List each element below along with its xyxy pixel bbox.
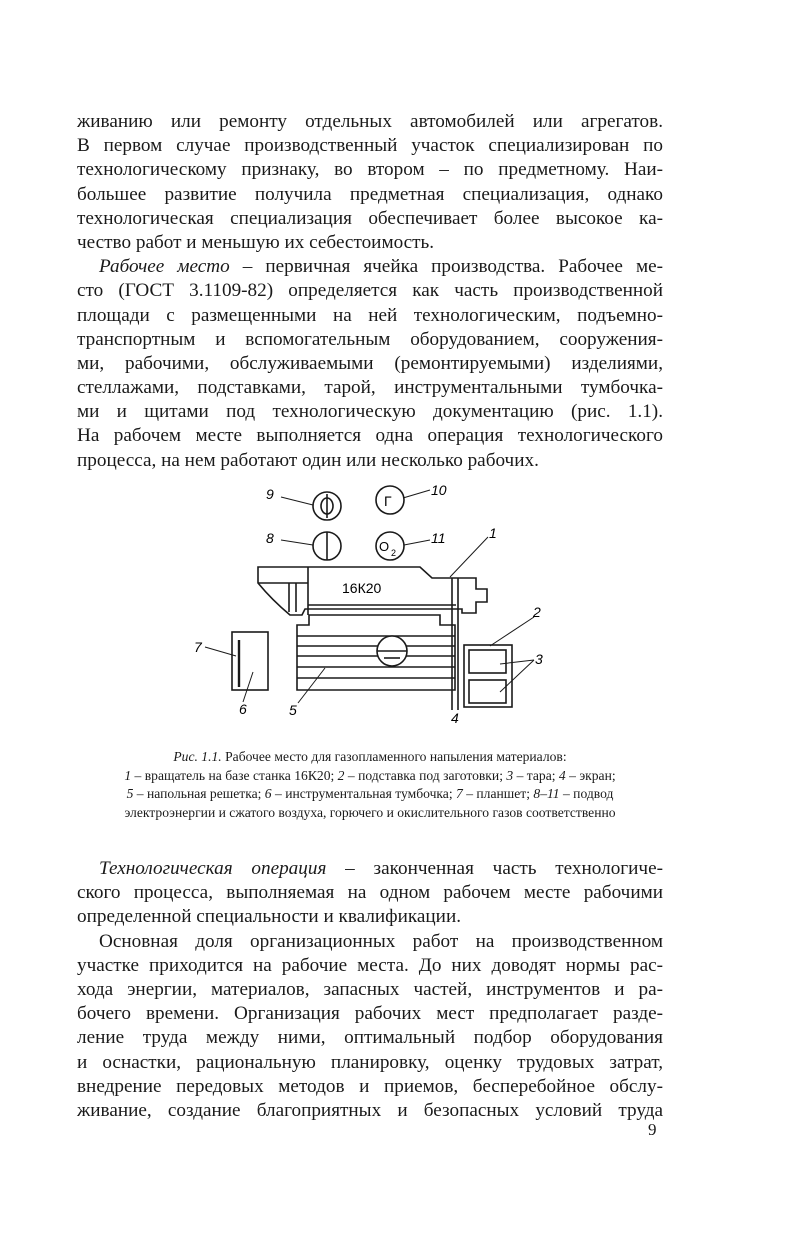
callout-8: 8: [266, 530, 274, 546]
caption-legend-line: электроэнергии и сжатого воздуха, горючего и окислительного газов соответственно: [124, 804, 616, 820]
legend-num: 5: [126, 786, 134, 802]
callout-10: 10: [431, 482, 447, 498]
paragraph4-line: участке приходится на рабочие места. До них доводят нормы рас-: [77, 954, 663, 976]
caption-legend-line: [77, 767, 663, 786]
legend-text: – инструментальная тумбочка;: [271, 786, 457, 802]
paragraph2-line: стеллажами, подставками, тарой, инструментальными тумбочка-: [77, 377, 663, 399]
legend-text: – вращатель на базе станка 16К20;: [131, 767, 338, 783]
paragraph3-line: определенной специальности и квалификации.: [77, 906, 462, 928]
paragraph1-line: большее развитие получила предметная специализация, однако: [77, 183, 663, 205]
caption-fig-label: Рис. 1.1.: [173, 749, 222, 764]
legend-text: – экран;: [565, 767, 616, 783]
legend-text: – тара;: [513, 767, 559, 783]
callout-3: 3: [535, 651, 543, 667]
paragraph3-first-line-rest: – законченная часть технологиче-: [326, 858, 663, 879]
paragraph2-line: сто (ГОСТ 3.1109-82) определяется как часть производственной: [77, 280, 663, 302]
callout-9: 9: [266, 486, 274, 502]
term-operation: Технологическая операция: [99, 858, 327, 879]
paragraph2-first-line-rest: – первичная ячейка производства. Рабочее ме-: [229, 256, 663, 278]
fuel-gas-label: Г: [384, 493, 392, 509]
callout-6: 6: [239, 701, 247, 717]
paragraph4-line: хода энергии, материалов, запасных частей, инструментов и ра-: [77, 978, 663, 1000]
paragraph2-line: На рабочем месте выполняется одна операция технологического: [77, 425, 663, 447]
legend-num: 7: [456, 786, 463, 802]
legend-text: – подвод: [559, 786, 614, 802]
paragraph1-line: живанию или ремонту отдельных автомобилей или агрегатов.: [77, 111, 663, 132]
term-workplace: Рабочее место: [99, 256, 230, 278]
page-number: 9: [648, 1120, 657, 1139]
paragraph1-line: В первом случае производственный участок специализирован по: [77, 135, 663, 157]
paragraph2-line: процесса, на нем работают один или несколько рабочих.: [77, 449, 539, 471]
paragraph4-line: Основная доля организационных работ на производственном: [99, 930, 663, 952]
legend-num: 3: [506, 767, 514, 783]
legend-num: 6: [264, 786, 272, 802]
paragraph4-line: бочего времени. Организация рабочих мест предполагает разде-: [77, 1003, 663, 1025]
paragraph1-line: технологическая специализация обеспечивает более высокое ка-: [77, 207, 663, 229]
paragraph4-line: внедрение передовых методов и приемов, бесперебойное обслу-: [77, 1075, 663, 1097]
caption-title: [77, 748, 663, 767]
lathe-label: 16К20: [342, 580, 382, 596]
container-top: [469, 650, 506, 673]
callout-4: 4: [451, 710, 459, 726]
paragraph3-first-line: [77, 857, 663, 881]
legend-num: 2: [337, 767, 345, 783]
callout-2: 2: [533, 604, 541, 620]
paragraph2-line: площади с размещенными на ней технологическим, подъемно-: [77, 304, 663, 326]
oxygen-label: O: [379, 539, 390, 554]
legend-num: 8–11: [533, 786, 560, 802]
callout-1: 1: [489, 525, 497, 541]
caption-title-text: Рабочее место для газопламенного напыления материалов:: [221, 749, 567, 764]
paragraph4-line: живание, создание благоприятных и безопасных условий труда: [77, 1099, 663, 1121]
legend-text: – напольная решетка;: [133, 786, 265, 802]
legend-num: 4: [558, 767, 566, 783]
callout-5: 5: [289, 702, 297, 718]
text-block-bottom: [77, 857, 663, 1123]
paragraph1-line: технологическому признаку, во втором – по предметному. Наи-: [77, 159, 663, 181]
paragraph2-line: ми, рабочими, обслуживаемыми (ремонтируемыми) изделиями,: [77, 352, 663, 374]
callout-11: 11: [431, 530, 446, 546]
paragraph2-line: транспортным и вспомогательным оборудованием, сооружения-: [77, 328, 663, 350]
workpiece-stand: [464, 645, 512, 707]
paragraph4-line: ление труда между ними, оптимальный подбор оборудования: [77, 1027, 663, 1049]
callout-7: 7: [194, 639, 202, 655]
paragraph3-line: ского процесса, выполняемая на одном рабочем месте рабочими: [77, 882, 663, 904]
legend-text: – подставка под заготовки;: [344, 767, 507, 783]
paragraph2-line: ми и щитами под технологическую документацию (рис. 1.1).: [77, 401, 663, 423]
paragraph1-line: чество работ и меньшую их себестоимость.: [77, 231, 435, 253]
oxygen-subscript: 2: [391, 548, 397, 558]
legend-text: – планшет;: [462, 786, 534, 802]
legend-num: 1: [124, 767, 132, 783]
caption-legend-line: [77, 785, 663, 804]
paragraph4-line: и оснастки, рациональную планировку, оценку трудовых затрат,: [77, 1051, 663, 1073]
figure-caption: [77, 748, 663, 822]
